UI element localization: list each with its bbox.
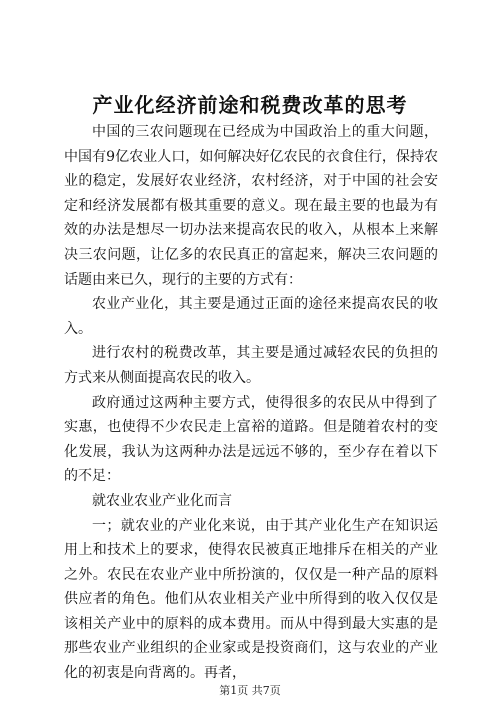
paragraph: 政府通过这两种主要方式，使得很多的农民从中得到了实惠，也使得不少农民走上富裕的道路。但是随着农村的变化发展，我认为这两种办法是远远不够的，至少存在着以下的不足： bbox=[64, 394, 438, 485]
paragraph: 中国的三农问题现在已经成为中国政治上的重大问题，中国有9亿农业人口，如何解决好亿农民的衣食住行，保持农业的稳定，发展好农业经济，农村经济，对于中国的社会安定和经济发展都有极其重要的意义。现在最主要的也最为有效的办法是想尽一切办法来提高农民的收入，从根本上来解决三农问题，让亿多的农民真正的富起来，解决三农问题的话题由来已久，现行的主要的方式有： bbox=[64, 124, 438, 288]
paragraph: 农业产业化，其主要是通过正面的途径来提高农民的收入。 bbox=[64, 296, 438, 337]
paragraph: 就农业农业产业化而言 bbox=[92, 492, 232, 509]
document-title: 产业化经济前途和税费改革的思考 bbox=[92, 93, 408, 117]
page-number-footer: 第1页 共7页 bbox=[219, 684, 281, 697]
paragraph: 一；就农业的产业化来说，由于其产业化生产在知识运用上和技术上的要求，使得农民被真正地排斥在相关的产业之外。农民在农业产业中所扮演的，仅仅是一种产品的原料供应者的角色。他们从农业相关产业中所得到的收入仅仅是该相关产业中的原料的成本费用。而从中得到最大实惠的是那些农业产业组织的企业家或是投资商们，这与农业的产业化的初衷是向背离的。再者， bbox=[64, 517, 438, 682]
paragraph: 进行农村的税费改革，其主要是通过减轻农民的负担的方式来从侧面提高农民的收入。 bbox=[64, 345, 438, 386]
document-body bbox=[64, 120, 438, 686]
